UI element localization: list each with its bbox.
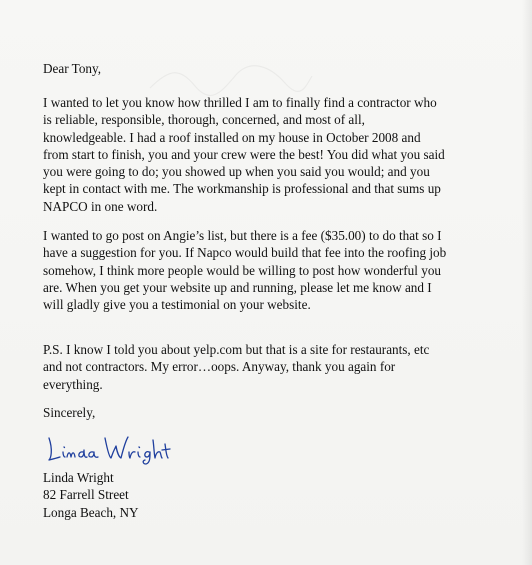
handwritten-signature [43,430,173,466]
salutation: Dear Tony, [43,61,102,76]
paragraph-3: P.S. I know I told you about yelp.com but that is a site for restaurants, etc and not contractors. My error…oops. Anyway, thank you again for everything. [43,342,430,392]
sender-city: Longa Beach, NY [43,504,139,520]
sender-block [43,469,139,521]
sender-street: 82 Farrell Street [43,487,129,503]
paragraph-1: I wanted to let you know how thrilled I am to finally find a contractor who is reliable, responsible, thorough, concerned, and most of all, knowledgeable. I had a roof installed on my house in October 2008 and from start to finish, you and your crew were the best! You did what you said you were going to do; you showed up when you said you would; and you kept in contact with me. The workmanship is professional and that sums up NAPCO in one word. [43,95,445,214]
sender-name: Linda Wright [43,470,114,485]
paragraph-2: I wanted to go post on Angie’s list, but there is a fee ($35.00) to do that so I have a suggestion for you. If Napco would build that fee into the roofing job somehow, I think more people would be willing to post how wonderful you are. When you get your website up and running, please let me know and I will gladly give you a testimonial on your website. [43,228,447,313]
scan-edge-shadow [522,0,532,565]
letter-body [43,60,519,520]
closing: Sincerely, [43,405,96,420]
